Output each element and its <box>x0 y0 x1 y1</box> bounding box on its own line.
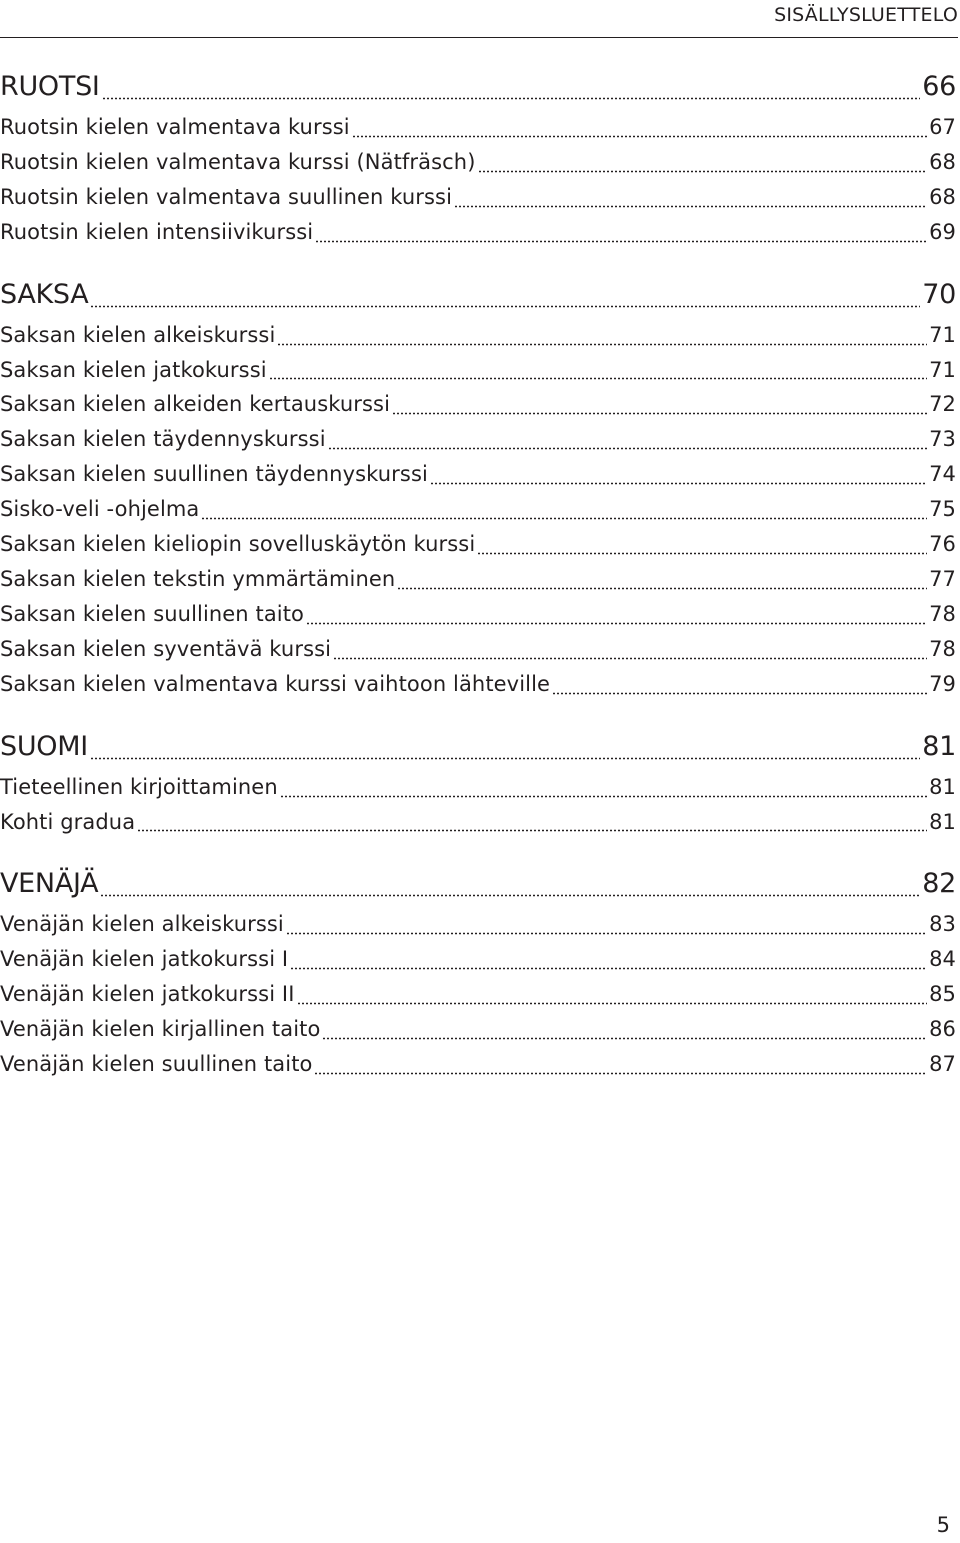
section-heading[interactable] <box>0 272 956 318</box>
toc-entry[interactable] <box>0 632 956 667</box>
toc-entry-page-number: 75 <box>929 497 956 522</box>
dot-leader <box>454 205 927 208</box>
section-heading[interactable] <box>0 64 956 110</box>
toc-entry-page-number: 78 <box>929 601 956 626</box>
header-rule <box>0 37 958 38</box>
toc-entry-title: Saksan kielen alkeiden kertauskurssi <box>0 392 391 417</box>
dot-leader <box>280 795 927 798</box>
dot-leader <box>297 1002 928 1005</box>
dot-leader <box>397 587 927 590</box>
toc-entry-title: Ruotsin kielen valmentava suullinen kurssi <box>0 184 452 209</box>
toc-entry-page-number: 71 <box>929 357 956 382</box>
dot-leader <box>477 552 927 555</box>
dot-leader <box>286 932 927 935</box>
toc-entry-title: Saksan kielen täydennyskurssi <box>0 427 326 452</box>
toc-entry[interactable] <box>0 318 956 353</box>
toc-entry[interactable] <box>0 770 956 805</box>
toc-entry-title: Saksan kielen suullinen täydennyskurssi <box>0 462 428 487</box>
toc-entry-page-number: 68 <box>929 149 956 174</box>
dot-leader <box>102 97 921 100</box>
section-heading-page-number: 82 <box>922 868 956 900</box>
dot-leader <box>100 894 920 897</box>
toc-entry-page-number: 81 <box>929 809 956 834</box>
toc-entry-title: Kohti gradua <box>0 809 136 834</box>
toc-entry-title: Venäjän kielen jatkokurssi II <box>0 982 295 1007</box>
section-heading-title: SAKSA <box>0 278 89 310</box>
section-heading-title: VENÄJÄ <box>0 868 99 900</box>
toc-entry-page-number: 87 <box>929 1052 956 1077</box>
toc-entry-title: Saksan kielen kieliopin sovelluskäytön kurssi <box>0 532 476 557</box>
dot-leader <box>314 1072 927 1075</box>
toc-entry-page-number: 73 <box>929 427 956 452</box>
toc-entry-page-number: 81 <box>929 774 956 799</box>
toc-entry[interactable] <box>0 907 956 942</box>
toc-entry-title: Sisko-veli -ohjelma <box>0 497 200 522</box>
section-heading-page-number: 81 <box>922 730 956 762</box>
section-heading-title: SUOMI <box>0 730 88 762</box>
section-heading[interactable] <box>0 861 956 907</box>
dot-leader <box>552 692 927 695</box>
dot-leader <box>430 482 927 485</box>
toc-entry[interactable] <box>0 805 956 840</box>
toc-entry-title: Venäjän kielen kirjallinen taito <box>0 1017 321 1042</box>
toc-entry-title: Saksan kielen valmentava kurssi vaihtoon lähteville <box>0 671 551 696</box>
running-head: SISÄLLYSLUETTELO <box>774 4 958 26</box>
toc-entry[interactable] <box>0 353 956 388</box>
dot-leader <box>328 447 927 450</box>
toc-entry[interactable] <box>0 422 956 457</box>
toc-entry-title: Ruotsin kielen valmentava kurssi <box>0 115 350 139</box>
toc-entry-title: Venäjän kielen jatkokurssi I <box>0 947 289 972</box>
section-heading[interactable] <box>0 724 956 770</box>
dot-leader <box>277 343 927 346</box>
table-of-contents <box>0 64 956 1104</box>
toc-entry-page-number: 76 <box>929 532 956 557</box>
dot-leader <box>322 1037 927 1040</box>
toc-section <box>0 272 956 702</box>
toc-section <box>0 724 956 840</box>
dot-leader <box>137 829 927 832</box>
toc-entry[interactable] <box>0 110 956 145</box>
toc-entry-page-number: 85 <box>929 982 956 1007</box>
toc-entry-page-number: 68 <box>929 184 956 209</box>
dot-leader <box>269 377 927 380</box>
toc-entry-page-number: 67 <box>929 115 956 139</box>
toc-entry-page-number: 84 <box>929 947 956 972</box>
toc-entry-page-number: 79 <box>929 671 956 696</box>
page-number: 5 <box>936 1513 950 1537</box>
dot-leader <box>333 657 927 660</box>
toc-entry[interactable] <box>0 942 956 977</box>
toc-entry-title: Saksan kielen syventävä kurssi <box>0 636 332 661</box>
section-heading-page-number: 70 <box>922 278 956 310</box>
toc-entry-page-number: 78 <box>929 636 956 661</box>
dot-leader <box>290 967 927 970</box>
dot-leader <box>315 240 927 243</box>
dot-leader <box>352 135 927 138</box>
toc-entry[interactable] <box>0 387 956 422</box>
dot-leader <box>201 517 927 520</box>
toc-entry-page-number: 74 <box>929 462 956 487</box>
toc-entry[interactable] <box>0 457 956 492</box>
toc-entry-title: Tieteellinen kirjoittaminen <box>0 774 278 799</box>
section-heading-title: RUOTSI <box>0 71 100 102</box>
toc-entry-title: Saksan kielen tekstin ymmärtäminen <box>0 566 396 591</box>
toc-entry-title: Saksan kielen suullinen taito <box>0 601 305 626</box>
toc-entry-page-number: 86 <box>929 1017 956 1042</box>
toc-entry[interactable] <box>0 527 956 562</box>
toc-entry[interactable] <box>0 667 956 702</box>
dot-leader <box>478 170 928 173</box>
toc-entry-page-number: 77 <box>929 566 956 591</box>
dot-leader <box>90 305 920 308</box>
toc-entry-page-number: 69 <box>929 219 956 244</box>
toc-entry[interactable] <box>0 562 956 597</box>
toc-entry-page-number: 71 <box>929 322 956 347</box>
dot-leader <box>90 757 920 760</box>
toc-entry-title: Saksan kielen alkeiskurssi <box>0 322 276 347</box>
toc-entry[interactable] <box>0 492 956 527</box>
dot-leader <box>306 622 927 625</box>
toc-entry-title: Saksan kielen jatkokurssi <box>0 357 267 382</box>
toc-entry[interactable] <box>0 215 956 250</box>
toc-entry-title: Venäjän kielen alkeiskurssi <box>0 912 284 937</box>
toc-entry-title: Ruotsin kielen intensiivikurssi <box>0 219 314 244</box>
section-heading-page-number: 66 <box>922 71 956 102</box>
toc-entry-title: Ruotsin kielen valmentava kurssi (Nätfräsch) <box>0 149 476 174</box>
toc-section <box>0 64 956 250</box>
toc-entry[interactable] <box>0 597 956 632</box>
toc-section <box>0 861 956 1082</box>
toc-entry[interactable] <box>0 180 956 215</box>
toc-entry-page-number: 72 <box>929 392 956 417</box>
toc-entry[interactable] <box>0 1012 956 1047</box>
toc-entry[interactable] <box>0 977 956 1012</box>
toc-entry[interactable] <box>0 1047 956 1082</box>
toc-entry-title: Venäjän kielen suullinen taito <box>0 1052 313 1077</box>
dot-leader <box>392 412 927 415</box>
toc-entry-page-number: 83 <box>929 912 956 937</box>
toc-entry[interactable] <box>0 145 956 180</box>
